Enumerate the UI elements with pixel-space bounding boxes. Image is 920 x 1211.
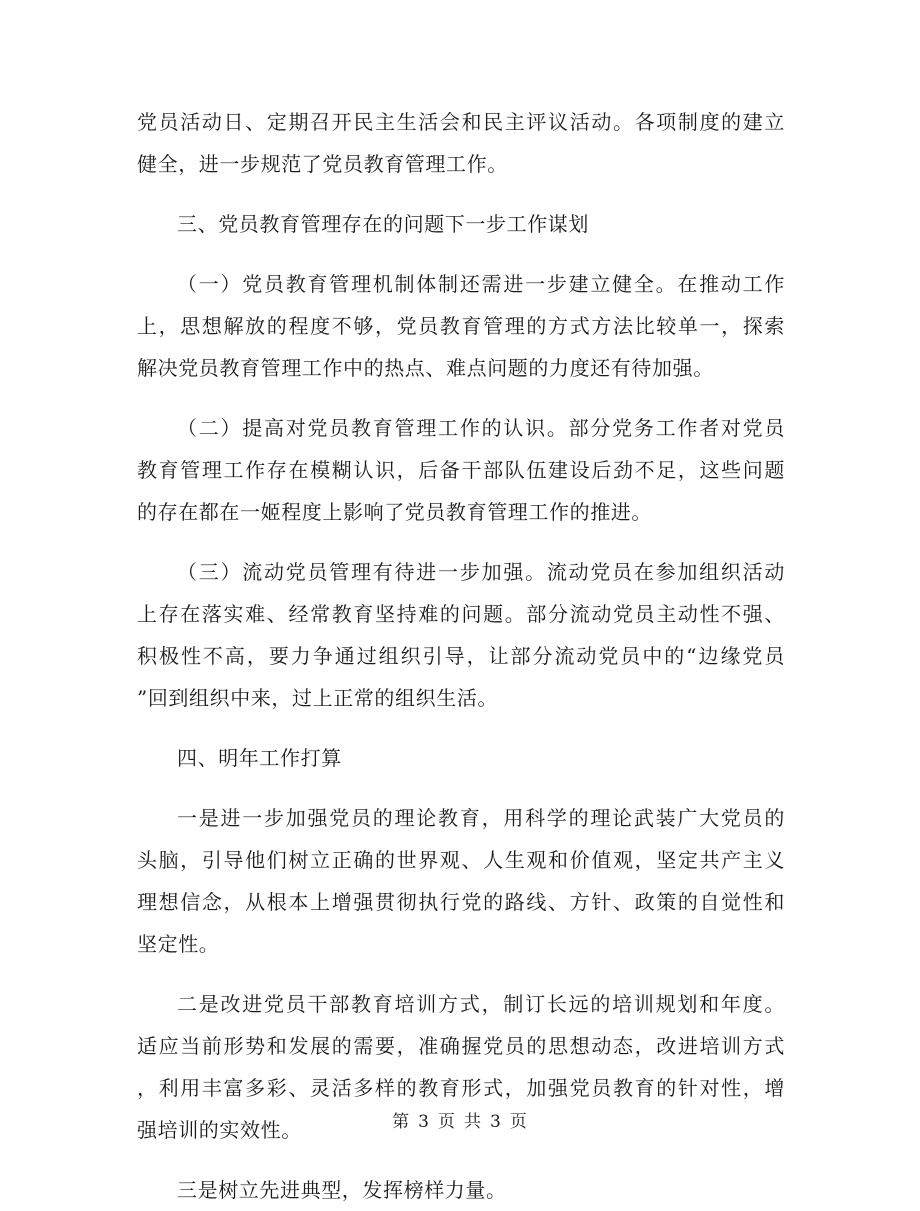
footer-current-page: 3 (418, 1112, 430, 1132)
text-line: 一是进一步加强党员的理论教育，用科学的理论武装广大党员的 (177, 806, 785, 830)
text-line: 二是改进党员干部教育培训方式，制订长远的培训规划和年度。 (177, 992, 785, 1016)
text-line: （二）提高对党员教育管理工作的认识。部分党务工作者对党员 (177, 416, 785, 440)
text-line: （一）党员教育管理机制体制还需进一步建立健全。在推动工作 (177, 272, 785, 296)
paragraph (137, 263, 785, 389)
text-line: 上存在落实难、经常教育坚持难的问题。部分流动党员主动性不强、 (137, 602, 785, 626)
text-line: 强培训的实效性。 (137, 1118, 302, 1142)
paragraph (137, 407, 785, 533)
text-line: 上，思想解放的程度不够，党员教育管理的方式方法比较单一，探索 (137, 314, 785, 338)
text-line: 坚定性。 (137, 932, 220, 956)
footer-prefix: 第 (392, 1112, 411, 1132)
footer-suffix: 页 (509, 1112, 528, 1132)
text-line: 头脑，引导他们树立正确的世界观、人生观和价值观，坚定共产主义 (137, 848, 785, 872)
text-line: 积极性不高，要力争通过组织引导，让部分流动党员中的“边缘党员 (137, 644, 785, 668)
text-line: 党员活动日、定期召开民主生活会和民主评议活动。各项制度的建立 (137, 110, 785, 134)
text-line: 三、党员教育管理存在的问题下一步工作谋划 (177, 212, 589, 236)
paragraph (137, 101, 785, 185)
text-line: 解决党员教育管理工作中的热点、难点问题的力度还有待加强。 (137, 356, 714, 380)
section-heading (137, 737, 785, 779)
footer-page-word: 页 (438, 1112, 456, 1132)
text-line: ”回到组织中来，过上正常的组织生活。 (137, 686, 499, 710)
paragraph (137, 1169, 785, 1211)
paragraph (137, 797, 785, 965)
document-body (137, 101, 785, 1211)
footer-total-pages: 3 (490, 1112, 502, 1132)
text-line: 教育管理工作存在模糊认识，后备干部队伍建设后劲不足，这些问题 (137, 458, 785, 482)
text-line: 的存在都在一姬程度上影响了党员教育管理工作的推进。 (137, 500, 652, 524)
section-heading (137, 203, 785, 245)
paragraph (137, 551, 785, 719)
footer-total-word: 共 (464, 1112, 482, 1132)
text-line: 理想信念，从根本上增强贯彻执行党的路线、方针、政策的自觉性和 (137, 890, 785, 914)
text-line: ，利用丰富多彩、灵活多样的教育形式，加强党员教育的针对性，增 (137, 1076, 785, 1100)
text-line: （三）流动党员管理有待进一步加强。流动党员在参加组织活动 (177, 560, 785, 584)
text-line: 四、明年工作打算 (177, 746, 342, 770)
text-line: 适应当前形势和发展的需要，准确握党员的思想动态，改进培训方式 (137, 1034, 785, 1058)
text-line: 健全，进一步规范了党员教育管理工作。 (137, 152, 508, 176)
text-line: 三是树立先进典型，发挥榜样力量。 (177, 1178, 507, 1202)
page-footer (0, 1110, 920, 1134)
